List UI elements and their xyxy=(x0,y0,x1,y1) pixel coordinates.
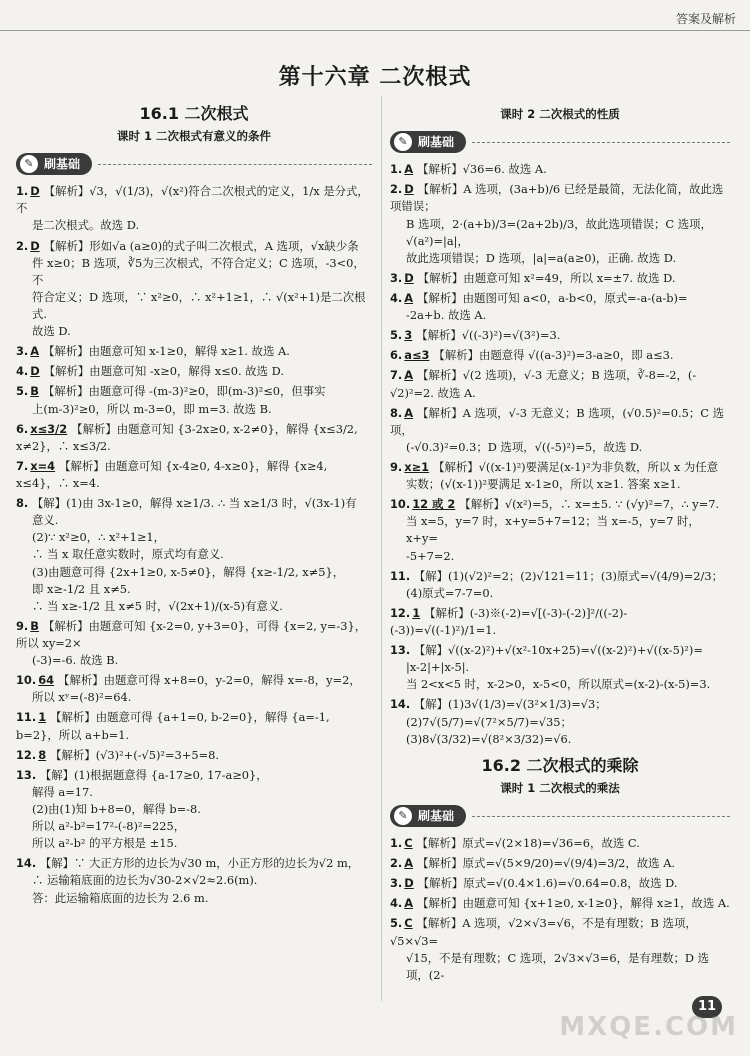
item-number: 2. xyxy=(390,856,403,871)
item-number: 1. xyxy=(390,162,403,177)
item-text: -5+7=2. xyxy=(406,548,455,563)
answer-item xyxy=(390,642,730,693)
header-rule xyxy=(0,30,750,31)
item-number: 6. xyxy=(16,421,29,436)
item-text: (-3)=-6. 故选 B. xyxy=(32,653,119,668)
item-answer: x≥1 xyxy=(404,460,430,474)
item-answer: a≤3 xyxy=(404,348,430,363)
item-number: 3. xyxy=(390,270,403,285)
item-number: 10. xyxy=(16,673,37,688)
answer-item xyxy=(390,347,730,364)
item-answer: A xyxy=(30,344,40,359)
pen-icon: ✎ xyxy=(20,155,38,173)
answer-item xyxy=(390,496,730,564)
item-answer: C xyxy=(404,836,413,850)
item-text: 件 x≥0；B 选项，∛5为三次根式，不符合定义；C 选项，-3<0，不 xyxy=(32,255,365,287)
item-text: 上(m-3)²≥0，所以 m-3=0，即 m=3. 故选 B. xyxy=(32,401,272,416)
answer-item xyxy=(390,696,730,747)
item-text: 【解析】√3，√(1/3)，√(x²)符合二次根式的定义，1/x 是分式，不 xyxy=(16,184,369,216)
item-number: 9. xyxy=(16,618,29,633)
item-number: 11. xyxy=(390,568,411,583)
item-number: 14. xyxy=(16,856,37,871)
header-tag: 答案及解析 xyxy=(675,12,736,26)
item-answer: A xyxy=(404,162,414,177)
item-text: 【解析】√((x-1)²)要满足(x-1)²为非负数，所以 x 为任意 xyxy=(433,460,719,474)
item-text: 【解析】由题意可得 {a+1=0, b-2=0}，解得 {a=-1, b=2}，所以 a+b=1. xyxy=(16,710,330,742)
answer-item xyxy=(390,367,730,401)
chapter-title: 第十六章 二次根式 xyxy=(278,65,472,90)
item-text: 【解析】(-3)※(-2)=√[(-3)-(-2)]²/((-2)-(-3))=√((-1)²)/1=1. xyxy=(390,605,628,637)
answer-item xyxy=(16,383,372,417)
item-answer: A xyxy=(404,896,414,911)
item-text: ∴ 当 x 取任意实数时，原式均有意义. xyxy=(32,547,224,562)
item-text: 实数；(√(x-1))²要满足 x-1≥0，所以 x≥1. 答案 x≥1. xyxy=(406,477,681,492)
item-number: 8. xyxy=(390,405,403,420)
item-answer: x≤3/2 xyxy=(30,421,68,436)
item-text: 【解析】由题意得 √((a-3)²)=3-a≥0，即 a≤3. xyxy=(433,348,674,363)
answer-item xyxy=(390,327,730,344)
item-text: 故此选项错误；D 选项，|a|=a(a≥0)，正确. 故选 D. xyxy=(406,250,677,265)
item-text: |x-2|+|x-5|. xyxy=(406,660,470,675)
item-number: 4. xyxy=(390,291,403,306)
item-text: 【解析】√36=6. 故选 A. xyxy=(417,162,547,177)
item-text: -2a+b. 故选 A. xyxy=(406,308,487,323)
item-answer: D xyxy=(404,270,414,285)
answer-item xyxy=(390,459,730,493)
item-text: 【解析】原式=√(0.4×1.6)=√0.64=0.8，故选 D. xyxy=(417,876,678,891)
right-column xyxy=(390,96,730,987)
lesson-title-2: 课时 2 二次根式的性质 xyxy=(500,107,620,121)
answer-item xyxy=(16,618,372,669)
item-answer: A xyxy=(404,405,414,420)
item-answer: 1 xyxy=(38,710,47,725)
answer-list xyxy=(16,183,372,906)
answer-item xyxy=(390,605,730,639)
item-text: 【解析】原式=√(5×9/20)=√(9/4)=3/2，故选 A. xyxy=(417,856,676,871)
item-text: 【解】(1)(√2)²=2；(2)√121=11；(3)原式=√(4/9)=2/3； xyxy=(413,568,724,583)
item-number: 14. xyxy=(390,697,411,712)
answer-item xyxy=(16,855,372,906)
item-number: 7. xyxy=(390,368,403,383)
item-number: 5. xyxy=(390,916,403,931)
item-text: B 选项，2·(a+b)/3=(2a+2b)/3，故此选项错误；C 选项，√(a²)=|a|， xyxy=(406,216,712,248)
answer-item xyxy=(390,875,730,892)
item-number: 5. xyxy=(390,328,403,343)
item-text: 【解析】由题意可得 -(m-3)²≥0，即(m-3)²≤0，但事实 xyxy=(42,384,326,399)
item-text: (2)7√(5/7)=√(7²×5/7)=√35； xyxy=(406,714,572,729)
item-text: 当 2<x<5 时，x-2>0，x-5<0，所以原式=(x-2)-(x-5)=3. xyxy=(406,677,711,692)
item-text: 【解析】原式=√(2×18)=√36=6，故选 C. xyxy=(416,836,640,850)
item-answer: 1 xyxy=(412,605,421,620)
answer-item xyxy=(390,161,730,178)
item-answer: D xyxy=(30,184,40,199)
item-number: 9. xyxy=(390,460,403,474)
item-number: 12. xyxy=(390,605,411,620)
watermark-logo: MXQE.COM xyxy=(559,1012,738,1042)
item-text: 【解析】√(2 选项)，√-3 无意义；B 选项，∛-8=-2，(-√2)²=2. 故选 A. xyxy=(390,368,697,400)
column-divider xyxy=(381,96,382,1001)
item-text: 是二次根式。故选 D. xyxy=(32,218,140,233)
item-text: 【解析】由题意可知 -x≥0，解得 x≤0. 故选 D. xyxy=(43,364,284,379)
item-number: 12. xyxy=(16,747,37,762)
practice-badge: ✎ 刷基础 xyxy=(390,805,730,827)
item-answer: 64 xyxy=(38,673,55,688)
answer-item xyxy=(16,672,372,706)
pen-icon: ✎ xyxy=(394,133,412,151)
item-text: 【解析】由题图可知 a<0，a-b<0，原式=-a-(a-b)= xyxy=(417,291,688,306)
item-number: 2. xyxy=(390,182,403,197)
answer-item xyxy=(16,767,372,853)
item-text: 【解析】由题意可知 {x-4≥0, 4-x≥0}，解得 {x≥4, x≤4}，∴ x=4. xyxy=(16,458,328,490)
item-number: 13. xyxy=(16,767,37,782)
answer-item xyxy=(390,290,730,324)
item-answer: D xyxy=(30,238,40,253)
item-answer: B xyxy=(30,618,39,633)
item-text: 【解】(1)由 3x-1≥0，解得 x≥1/3. ∴ 当 x≥1/3 时，√(3x-1)有 xyxy=(31,496,357,511)
practice-badge: ✎ 刷基础 xyxy=(390,131,730,153)
item-text: 【解】(1)根据题意得 {a-17≥0, 17-a≥0}， xyxy=(39,767,268,782)
section-title-16-2: 16.2 二次根式的乘除 xyxy=(481,755,639,775)
item-answer: A xyxy=(404,368,414,383)
item-answer: 12 或 2 xyxy=(412,497,456,512)
item-text: (3)8√(3/32)=√(8²×3/32)=√6. xyxy=(406,731,572,746)
answer-item xyxy=(390,855,730,872)
answer-list xyxy=(390,835,730,984)
item-number: 3. xyxy=(390,876,403,891)
section-title-16-1: 16.1 二次根式 xyxy=(139,104,249,123)
answer-item xyxy=(16,343,372,360)
item-number: 4. xyxy=(390,896,403,911)
answer-item xyxy=(16,238,372,341)
item-answer: A xyxy=(404,856,414,871)
answer-item xyxy=(390,915,730,983)
answer-item xyxy=(390,181,730,267)
pen-icon: ✎ xyxy=(394,807,412,825)
item-text: 【解析】A 选项，(3a+b)/6 已经是最简，无法化简，故此选项错误； xyxy=(390,182,724,214)
item-text: (2)∵ x²≥0，∴ x²+1≥1， xyxy=(32,530,166,545)
answer-item xyxy=(390,568,730,602)
item-number: 6. xyxy=(390,348,403,363)
item-number: 1. xyxy=(16,184,29,199)
item-text: 【解析】(√3)²+(-√5)²=3+5=8. xyxy=(50,747,219,762)
item-text: 【解析】由题意可知 x²=49，所以 x=±7. 故选 D. xyxy=(417,270,676,285)
item-answer: 3 xyxy=(404,328,413,343)
item-number: 2. xyxy=(16,238,29,253)
answer-item xyxy=(16,709,372,743)
answer-item xyxy=(16,458,372,492)
item-text: ∴ 运输箱底面的边长为√30-2×√2≈2.6(m). xyxy=(32,873,258,888)
answer-list xyxy=(390,161,730,748)
item-text: 【解】∵ 大正方形的边长为√30 m，小正方形的边长为√2 m， xyxy=(39,856,360,871)
item-number: 10. xyxy=(390,497,411,512)
practice-badge: ✎ 刷基础 xyxy=(16,153,372,175)
item-text: (-√0.3)²=0.3；D 选项，√((-5)²)=5，故选 D. xyxy=(406,439,643,454)
badge-rule xyxy=(472,816,730,817)
item-text: 【解析】√(x²)=5，∴ x=±5. ∵ (√y)²=7，∴ y=7. xyxy=(459,497,720,512)
answer-item xyxy=(390,835,730,852)
item-text: 【解析】由题意可知 {x+1≥0, x-1≥0}，解得 x≥1，故选 A. xyxy=(417,896,730,911)
item-answer: A xyxy=(404,291,414,306)
answer-item xyxy=(16,363,372,380)
answer-item xyxy=(16,183,372,234)
item-text: 【解析】由题意可得 x+8=0，y-2=0，解得 x=-8，y=2， xyxy=(58,673,361,688)
item-answer: x=4 xyxy=(30,458,56,473)
answer-item xyxy=(390,405,730,456)
item-number: 11. xyxy=(16,710,37,725)
answer-item xyxy=(16,495,372,615)
item-text: 【解】√((x-2)²)+√(x²-10x+25)=√((x-2)²)+√((x-5)²)= xyxy=(413,643,703,658)
item-answer: B xyxy=(30,384,39,399)
item-text: 【解】(1)3√(1/3)=√(3²×1/3)=√3； xyxy=(413,697,607,712)
item-text: 【解析】由题意可知 x-1≥0，解得 x≥1. 故选 A. xyxy=(43,344,290,359)
lesson-title-3: 课时 1 二次根式的乘法 xyxy=(500,780,620,795)
item-text: √15，不是有理数；C 选项，2√3×√3=6，是有理数；D 选项，(2- xyxy=(406,950,710,982)
badge-rule xyxy=(98,164,372,165)
item-number: 1. xyxy=(390,836,403,850)
item-answer: 8 xyxy=(38,747,47,762)
item-number: 7. xyxy=(16,458,29,473)
item-number: 13. xyxy=(390,643,411,658)
badge-rule xyxy=(472,142,730,143)
item-text: (3)由题意可得 {2x+1≥0, x-5≠0}，解得 {x≥-1/2, x≠5}， xyxy=(32,564,345,579)
item-text: 故选 D. xyxy=(32,324,71,339)
item-text: (2)由(1)知 b+8=0，解得 b=-8. xyxy=(32,801,201,816)
answer-item xyxy=(16,421,372,455)
item-text: 【解析】A 选项，√-3 无意义；B 选项，(√0.5)²=0.5；C 选项， xyxy=(390,405,724,437)
item-text: 解得 a=17. xyxy=(32,784,93,799)
item-text: 【解析】由题意可知 {3-2x≥0, x-2≠0}，解得 {x≤3/2, x≠2}，∴ x≤3/2. xyxy=(16,421,358,453)
item-text: 【解析】√((-3)²)=√(3²)=3. xyxy=(416,328,561,343)
item-text: 即 x≥-1/2 且 x≠5. xyxy=(32,581,131,596)
item-answer: C xyxy=(404,916,413,931)
item-text: 【解析】A 选项，√2×√3=√6，不是有理数；B 选项，√5×√3= xyxy=(390,916,697,948)
answer-item xyxy=(16,747,372,764)
item-number: 3. xyxy=(16,344,29,359)
item-text: 所以 a²-b² 的平方根是 ±15. xyxy=(32,836,178,851)
item-text: 所以 xʸ=(-8)²=64. xyxy=(32,690,132,705)
item-text: ∴ 当 x≥-1/2 且 x≠5 时，√(2x+1)/(x-5)有意义. xyxy=(32,598,283,613)
item-answer: D xyxy=(404,182,414,197)
item-text: 意义. xyxy=(32,513,59,528)
answer-item xyxy=(390,895,730,912)
item-number: 4. xyxy=(16,364,29,379)
left-column xyxy=(16,96,372,910)
item-text: 所以 a²-b²=17²-(-8)²=225， xyxy=(32,819,186,834)
item-answer: D xyxy=(404,876,414,891)
lesson-title-1: 课时 1 二次根式有意义的条件 xyxy=(116,129,271,143)
item-text: (4)原式=7-7=0. xyxy=(406,585,494,600)
item-answer: D xyxy=(30,364,40,379)
item-text: 【解析】由题意可知 {x-2=0, y+3=0}，可得 {x=2, y=-3}，所以 xy=2× xyxy=(16,618,367,650)
answer-item xyxy=(390,270,730,287)
item-number: 8. xyxy=(16,496,29,511)
page-number: 11 xyxy=(692,996,722,1018)
item-text: 符合定义；D 选项，∵ x²≥0，∴ x²+1≥1，∴ √(x²+1)是二次根式. xyxy=(32,289,366,322)
item-text: 答：此运输箱底面的边长为 2.6 m. xyxy=(32,890,209,905)
item-number: 5. xyxy=(16,384,29,399)
item-text: 当 x=5，y=7 时，x+y=5+7=12；当 x=-5，y=7 时，x+y= xyxy=(406,514,700,546)
item-text: 【解析】形如√a (a≥0)的式子叫二次根式，A 选项，√x缺少条 xyxy=(43,238,359,253)
